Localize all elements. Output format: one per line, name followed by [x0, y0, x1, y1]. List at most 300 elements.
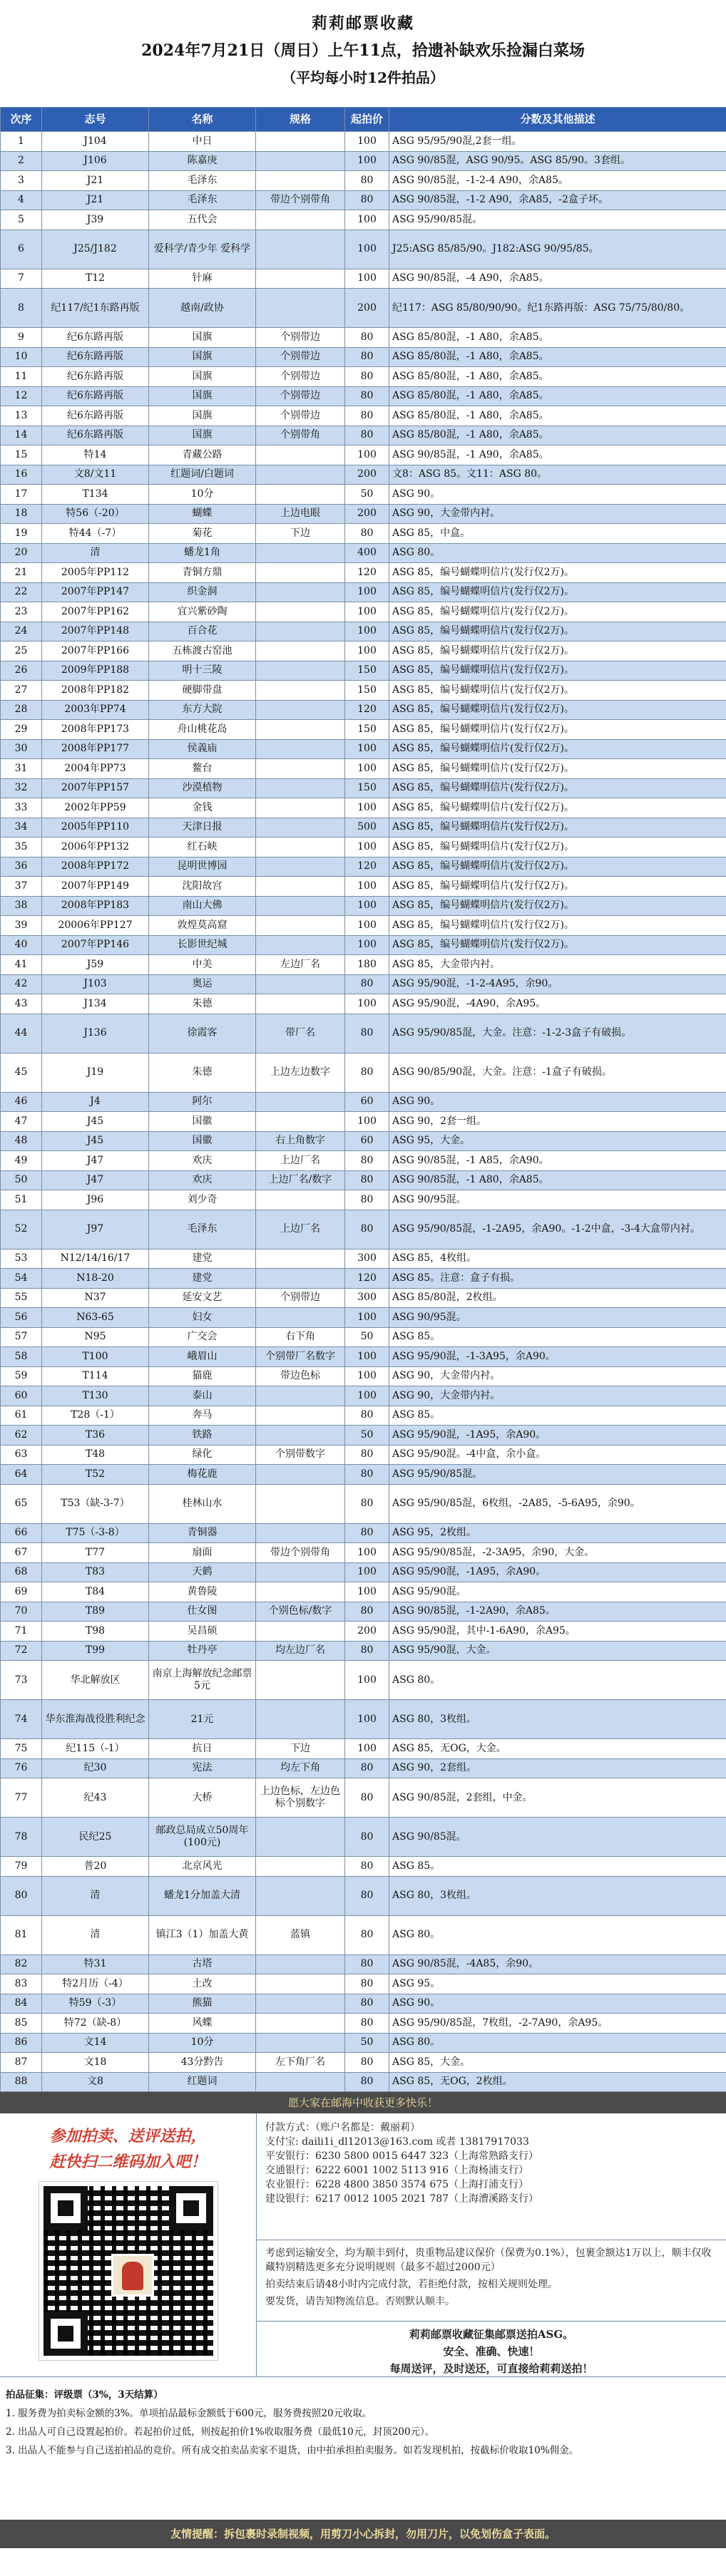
start-price: 100 — [345, 582, 389, 602]
stamp-name: 鳌台 — [149, 759, 256, 779]
description: ASG 80，3枚组。 — [389, 1700, 726, 1739]
lot-number: 76 — [1, 1758, 42, 1778]
catalog-id: T36 — [42, 1426, 149, 1446]
description: ASG 95/90/85混，大金。注意：-1-2-3盒子有破损。 — [389, 1014, 726, 1053]
spec — [256, 1562, 345, 1582]
column-header: 分数及其他描述 — [389, 108, 726, 132]
table-row — [1, 1739, 726, 1759]
lot-number: 3 — [1, 171, 42, 191]
footer-reminder: 友情提醒：拆包裹时录制视频，用剪刀小心拆封，勿用刀片，以免划伤盒子表面。 — [0, 2520, 726, 2548]
spec — [256, 798, 345, 818]
terms-item: 2. 出品人可自己设置起拍价。若起拍价过低，则按起拍价1%收取服务费（最低10元，封顶200元）。 — [6, 2426, 435, 2438]
description: ASG 85，编号蝴蝶明信片(发行仅2万)。 — [389, 935, 726, 955]
catalog-id: 2008年PP173 — [42, 720, 149, 740]
lot-number: 35 — [1, 838, 42, 857]
description: ASG 85，编号蝴蝶明信片(发行仅2万)。 — [389, 700, 726, 720]
table-row — [1, 445, 726, 465]
spec — [256, 935, 345, 955]
spec: 个别带边 — [256, 347, 345, 367]
spec — [256, 132, 345, 152]
catalog-id: 2007年PP148 — [42, 622, 149, 642]
stamp-name: 大桥 — [149, 1778, 256, 1818]
description: ASG 85，编号蝴蝶明信片(发行仅2万)。 — [389, 681, 726, 701]
lot-table-body — [1, 132, 726, 2092]
description: ASG 80，3枚组。 — [389, 1876, 726, 1915]
description: ASG 90，大金带内衬。 — [389, 1386, 726, 1406]
stamp-name: 天鹤 — [149, 1562, 256, 1582]
terms-title: 拍品征集：评级票（3%，3天结算） — [6, 2389, 163, 2401]
catalog-id: J19 — [42, 1053, 149, 1092]
lot-number: 82 — [1, 1954, 42, 1974]
spec — [256, 2014, 345, 2034]
start-price: 100 — [345, 151, 389, 171]
lot-number: 27 — [1, 681, 42, 701]
start-price: 200 — [345, 1622, 389, 1642]
start-price: 80 — [345, 1818, 389, 1857]
description: ASG 85，编号蝴蝶明信片(发行仅2万)。 — [389, 661, 726, 681]
notice-banner: 愿大家在邮海中收获更多快乐！ — [0, 2092, 726, 2113]
table-row — [1, 1406, 726, 1426]
spec — [256, 230, 345, 269]
slogan-line: 安全、准确、快速！ — [443, 2345, 540, 2358]
lot-number: 44 — [1, 1014, 42, 1053]
catalog-id: 2007年PP146 — [42, 935, 149, 955]
table-row — [1, 818, 726, 838]
lot-number: 87 — [1, 2053, 42, 2073]
spec — [256, 210, 345, 230]
start-price: 80 — [345, 1484, 389, 1523]
start-price: 300 — [345, 1288, 389, 1308]
catalog-id: 2005年PP112 — [42, 563, 149, 583]
stamp-name: 建党 — [149, 1269, 256, 1289]
description: ASG 85/80混，-1 A80，余A85。 — [389, 328, 726, 348]
table-row — [1, 1445, 726, 1465]
spec — [256, 445, 345, 465]
start-price: 100 — [345, 1700, 389, 1739]
stamp-name: 中美 — [149, 955, 256, 975]
lot-number: 60 — [1, 1386, 42, 1406]
auction-note: （平均每小时12件拍品） — [282, 69, 444, 86]
start-price: 500 — [345, 818, 389, 838]
lot-number: 55 — [1, 1288, 42, 1308]
start-price: 100 — [345, 622, 389, 642]
slogan-line: 莉莉邮票收藏征集邮票送拍ASG。 — [409, 2328, 574, 2341]
start-price: 100 — [345, 1366, 389, 1386]
spec — [256, 1386, 345, 1406]
payment-line: 建设银行：6217 0012 1005 2021 787（上海漕溪路支行） — [265, 2193, 539, 2205]
description: ASG 85，编号蝴蝶明信片(发行仅2万)。 — [389, 818, 726, 838]
table-row — [1, 1269, 726, 1289]
lot-number: 85 — [1, 2014, 42, 2034]
spec — [256, 1523, 345, 1543]
start-price: 100 — [345, 1582, 389, 1602]
spec — [256, 1406, 345, 1426]
table-row — [1, 877, 726, 897]
spec — [256, 1249, 345, 1269]
description: ASG 90/85混，-4 A90，余A85。 — [389, 269, 726, 289]
catalog-id: T75（-3-8） — [42, 1523, 149, 1543]
stamp-name: 延安文艺 — [149, 1288, 256, 1308]
table-row — [1, 916, 726, 936]
start-price: 80 — [345, 1974, 389, 1994]
spec: 上边色标，左边色标个别数字 — [256, 1778, 345, 1818]
catalog-id: N95 — [42, 1327, 149, 1347]
catalog-id: J97 — [42, 1210, 149, 1249]
catalog-id: J47 — [42, 1151, 149, 1171]
rule-item: 考虑到运输安全，均为顺丰到付，贵重物品建议保价（保费为0.1%），包裹金额达1万以上，顺丰仅收藏特别精选更多充分说明规则（最多不超过2000元） — [265, 2247, 712, 2273]
stamp-name: 陈嘉庚 — [149, 151, 256, 171]
column-header: 名称 — [149, 108, 256, 132]
lot-number: 77 — [1, 1778, 42, 1818]
lot-number: 16 — [1, 465, 42, 485]
spec — [256, 994, 345, 1014]
catalog-id: 纪6东路再版 — [42, 328, 149, 348]
lot-number: 68 — [1, 1562, 42, 1582]
table-row — [1, 1190, 726, 1210]
start-price: 50 — [345, 1426, 389, 1446]
info-panel — [257, 2113, 726, 2376]
stamp-name: 10分 — [149, 485, 256, 505]
table-row — [1, 1288, 726, 1308]
rule-item: 拍卖结束后请48小时内完成付款，若拒绝付款，按相关规则处理。 — [265, 2279, 558, 2290]
spec — [256, 622, 345, 642]
table-row — [1, 1543, 726, 1563]
stamp-name: 徐霞客 — [149, 1014, 256, 1053]
description: ASG 95，2枚组。 — [389, 1523, 726, 1543]
table-row — [1, 1602, 726, 1622]
lot-number: 66 — [1, 1523, 42, 1543]
stamp-name: 21元 — [149, 1700, 256, 1739]
stamp-name: 镇江3（1）加盖大黄 — [149, 1915, 256, 1954]
lot-number: 22 — [1, 582, 42, 602]
stamp-name: 蟠龙1角 — [149, 543, 256, 563]
table-row — [1, 1151, 726, 1171]
catalog-id: J59 — [42, 955, 149, 975]
table-row — [1, 759, 726, 779]
table-row — [1, 2014, 726, 2034]
start-price: 100 — [345, 1386, 389, 1406]
lot-number: 21 — [1, 563, 42, 583]
lot-number: 29 — [1, 720, 42, 740]
start-price: 100 — [345, 132, 389, 152]
description: ASG 95/90混。-4中盒，余小盒。 — [389, 1445, 726, 1465]
spec — [256, 2072, 345, 2092]
description: ASG 85/80混，2枚组。 — [389, 1288, 726, 1308]
lot-number: 26 — [1, 661, 42, 681]
description: ASG 85，编号蝴蝶明信片(发行仅2万)。 — [389, 916, 726, 936]
qr-code[interactable] — [39, 2182, 218, 2360]
spec — [256, 778, 345, 798]
start-price: 80 — [345, 406, 389, 426]
start-price: 80 — [345, 367, 389, 387]
info-section — [0, 2113, 726, 2377]
table-row — [1, 622, 726, 642]
catalog-id: 纪6东路再版 — [42, 386, 149, 406]
spec: 个别带边 — [256, 1288, 345, 1308]
description: ASG 85，编号蝴蝶明信片(发行仅2万)。 — [389, 896, 726, 916]
description: ASG 90/85混，2套组，中金。 — [389, 1778, 726, 1818]
description: ASG 90，2套组。 — [389, 1758, 726, 1778]
spec — [256, 700, 345, 720]
start-price: 80 — [345, 1445, 389, 1465]
description: ASG 85/80混，-1 A80，余A85。 — [389, 406, 726, 426]
stamp-name: 青藏公路 — [149, 445, 256, 465]
spec — [256, 1112, 345, 1132]
stamp-name: 古塔 — [149, 1954, 256, 1974]
description: ASG 85，编号蝴蝶明信片(发行仅2万)。 — [389, 778, 726, 798]
stamp-name: 峨眉山 — [149, 1347, 256, 1367]
start-price: 100 — [345, 838, 389, 857]
stamp-name: 爱科学/青少年 爱科学 — [149, 230, 256, 269]
column-header: 志号 — [42, 108, 149, 132]
spec: 带边个别带角 — [256, 190, 345, 210]
stamp-name: 敦煌莫高窟 — [149, 916, 256, 936]
table-row — [1, 328, 726, 348]
table-row — [1, 582, 726, 602]
table-row — [1, 171, 726, 191]
start-price: 80 — [345, 190, 389, 210]
table-row — [1, 1366, 726, 1386]
spec — [256, 1484, 345, 1523]
spec — [256, 465, 345, 485]
start-price: 100 — [345, 210, 389, 230]
spec: 上边厂名 — [256, 1151, 345, 1171]
stamp-name: 青铜方鼎 — [149, 563, 256, 583]
spec — [256, 818, 345, 838]
lot-number: 41 — [1, 955, 42, 975]
stamp-name: 百合花 — [149, 622, 256, 642]
lot-number: 19 — [1, 524, 42, 544]
start-price: 100 — [345, 1308, 389, 1328]
description: ASG 90。 — [389, 1092, 726, 1112]
stamp-name: 牡丹亭 — [149, 1641, 256, 1661]
spec: 蓝镇 — [256, 1915, 345, 1954]
lot-number: 40 — [1, 935, 42, 955]
start-price: 100 — [345, 642, 389, 661]
description: ASG 85，编号蝴蝶明信片(发行仅2万)。 — [389, 759, 726, 779]
start-price: 400 — [345, 543, 389, 563]
description: ASG 95/90/85混。 — [389, 1465, 726, 1485]
table-row — [1, 1465, 726, 1485]
catalog-id: T99 — [42, 1641, 149, 1661]
catalog-id: N12/14/16/17 — [42, 1249, 149, 1269]
lot-number: 74 — [1, 1700, 42, 1739]
lot-number: 34 — [1, 818, 42, 838]
start-price: 100 — [345, 916, 389, 936]
start-price: 150 — [345, 681, 389, 701]
stamp-name: 针麻 — [149, 269, 256, 289]
stamp-name: 菊花 — [149, 524, 256, 544]
lot-number: 67 — [1, 1543, 42, 1563]
spec — [256, 1857, 345, 1877]
description: ASG 85，大金带内衬。 — [389, 955, 726, 975]
lot-number: 80 — [1, 1876, 42, 1915]
catalog-id: 华北解放区 — [42, 1661, 149, 1700]
payment-info — [257, 2113, 726, 2240]
table-row — [1, 1347, 726, 1367]
lot-number: 5 — [1, 210, 42, 230]
catalog-id: 文8 — [42, 2072, 149, 2092]
slogan — [257, 2322, 726, 2377]
table-row — [1, 798, 726, 818]
start-price: 80 — [345, 1876, 389, 1915]
description: ASG 95/90混，其中-1-6A90，余A95。 — [389, 1622, 726, 1642]
description: ASG 90/85混，-1-2-4 A90，余A85。 — [389, 171, 726, 191]
spec — [256, 661, 345, 681]
spec: 上边厂名/数字 — [256, 1170, 345, 1190]
table-row — [1, 1954, 726, 1974]
spec — [256, 289, 345, 328]
spec — [256, 582, 345, 602]
description: ASG 85，编号蝴蝶明信片(发行仅2万)。 — [389, 622, 726, 642]
table-row — [1, 955, 726, 975]
slogan-line: 每周送评，及时送还，可直接给莉莉送拍！ — [389, 2362, 593, 2375]
stamp-name: 10分 — [149, 2033, 256, 2053]
stamp-name: 扇面 — [149, 1543, 256, 1563]
stamp-name: 宪法 — [149, 1758, 256, 1778]
terms-item: 3. 出品人不能参与自己送拍拍品的竞价。所有成交拍卖品卖家不退货，由中拍承担拍卖服务。如若发现机拍，按截标价收取10%佣金。 — [6, 2445, 579, 2456]
catalog-id: T114 — [42, 1366, 149, 1386]
catalog-id: 特31 — [42, 1954, 149, 1974]
lot-number: 18 — [1, 504, 42, 524]
start-price: 80 — [345, 1151, 389, 1171]
start-price: 100 — [345, 798, 389, 818]
catalog-id: 纪115（-1） — [42, 1739, 149, 1759]
catalog-id: J25/J182 — [42, 230, 149, 269]
stamp-name: 朱德 — [149, 1053, 256, 1092]
table-row — [1, 367, 726, 387]
spec — [256, 151, 345, 171]
start-price: 50 — [345, 2033, 389, 2053]
table-row — [1, 974, 726, 994]
catalog-id: T100 — [42, 1347, 149, 1367]
lot-number: 30 — [1, 739, 42, 759]
description: ASG 95/90混，-1A95，余A90。 — [389, 1562, 726, 1582]
start-price: 100 — [345, 269, 389, 289]
stamp-name: 宜兴紫砂陶 — [149, 602, 256, 622]
lot-number: 53 — [1, 1249, 42, 1269]
start-price: 200 — [345, 465, 389, 485]
catalog-id: T53（缺-3-7） — [42, 1484, 149, 1523]
catalog-id: 2008年PP172 — [42, 857, 149, 877]
spec — [256, 543, 345, 563]
lot-number: 8 — [1, 289, 42, 328]
start-price: 100 — [345, 230, 389, 269]
description: ASG 85，编号蝴蝶明信片(发行仅2万)。 — [389, 720, 726, 740]
page-header — [0, 0, 726, 107]
table-row — [1, 1308, 726, 1328]
stamp-name: 毛泽东 — [149, 1210, 256, 1249]
catalog-id: N18-20 — [42, 1269, 149, 1289]
catalog-id: 清 — [42, 543, 149, 563]
table-row — [1, 1818, 726, 1857]
table-row — [1, 1974, 726, 1994]
table-row — [1, 1523, 726, 1543]
rule-item: 要发货，请告知物流信息。否则默认顺丰。 — [265, 2296, 455, 2307]
table-row — [1, 289, 726, 328]
table-row — [1, 1582, 726, 1602]
description: ASG 85，编号蝴蝶明信片(发行仅2万)。 — [389, 739, 726, 759]
lot-number: 42 — [1, 974, 42, 994]
description: ASG 85/80混，-1 A80，余A85。 — [389, 367, 726, 387]
qr-finder-icon — [169, 2186, 213, 2230]
description: ASG 90/85混，-1 A85，余A90。 — [389, 1151, 726, 1171]
table-row — [1, 230, 726, 269]
start-price: 80 — [345, 1778, 389, 1818]
lot-number: 17 — [1, 485, 42, 505]
catalog-id: 民纪25 — [42, 1818, 149, 1857]
catalog-id: J103 — [42, 974, 149, 994]
spec — [256, 1818, 345, 1857]
stamp-name: 国旗 — [149, 367, 256, 387]
spec: 个别色标/数字 — [256, 1602, 345, 1622]
stamp-name: 梅花鹿 — [149, 1465, 256, 1485]
start-price: 80 — [345, 1053, 389, 1092]
table-row — [1, 210, 726, 230]
catalog-id: 2007年PP157 — [42, 778, 149, 798]
start-price: 100 — [345, 877, 389, 897]
start-price: 80 — [345, 347, 389, 367]
lot-number: 9 — [1, 328, 42, 348]
payment-line: 付款方式：（账户名都是：戴丽莉） — [265, 2122, 420, 2133]
catalog-id: T83 — [42, 1562, 149, 1582]
catalog-id: 特56（-20） — [42, 504, 149, 524]
lot-number: 36 — [1, 857, 42, 877]
spec — [256, 739, 345, 759]
start-price: 80 — [345, 1406, 389, 1426]
catalog-id: T52 — [42, 1465, 149, 1485]
payment-line: 交通银行：6222 6001 1002 5113 916（上海杨浦支行） — [265, 2165, 529, 2176]
description: ASG 90，2套一组。 — [389, 1112, 726, 1132]
table-row — [1, 1857, 726, 1877]
lot-number: 37 — [1, 877, 42, 897]
spec: 左下角厂名 — [256, 2053, 345, 2073]
start-price: 100 — [345, 602, 389, 622]
catalog-id: N37 — [42, 1288, 149, 1308]
description: ASG 80。 — [389, 2033, 726, 2053]
table-row — [1, 2033, 726, 2053]
table-row — [1, 1641, 726, 1661]
start-price: 100 — [345, 739, 389, 759]
promo-line-1: 参加拍卖、送评送拍， — [49, 2127, 207, 2145]
stamp-name: 建党 — [149, 1249, 256, 1269]
spec — [256, 877, 345, 897]
start-price: 80 — [345, 171, 389, 191]
stamp-name: 毛泽东 — [149, 171, 256, 191]
table-row — [1, 132, 726, 152]
promo-panel — [0, 2113, 257, 2376]
catalog-id: 2006年PP132 — [42, 838, 149, 857]
description: ASG 85，4枚组。 — [389, 1249, 726, 1269]
stamp-name: 国旗 — [149, 426, 256, 445]
spec: 右上角数字 — [256, 1131, 345, 1151]
catalog-id: 2002年PP59 — [42, 798, 149, 818]
spec — [256, 602, 345, 622]
description: ASG 90/95混。 — [389, 1190, 726, 1210]
table-row — [1, 661, 726, 681]
catalog-id: 纪30 — [42, 1758, 149, 1778]
catalog-id: 20006年PP127 — [42, 916, 149, 936]
spec — [256, 1954, 345, 1974]
lot-number: 32 — [1, 778, 42, 798]
table-row — [1, 1622, 726, 1642]
description: ASG 85/80混，-1 A80，余A85。 — [389, 347, 726, 367]
lot-number: 52 — [1, 1210, 42, 1249]
catalog-id: 2007年PP149 — [42, 877, 149, 897]
stamp-name: 蝴蝶 — [149, 504, 256, 524]
spec: 带厂名 — [256, 1014, 345, 1053]
description: ASG 90/85混，-1-2 A90，余A85，-2盒子坏。 — [389, 190, 726, 210]
